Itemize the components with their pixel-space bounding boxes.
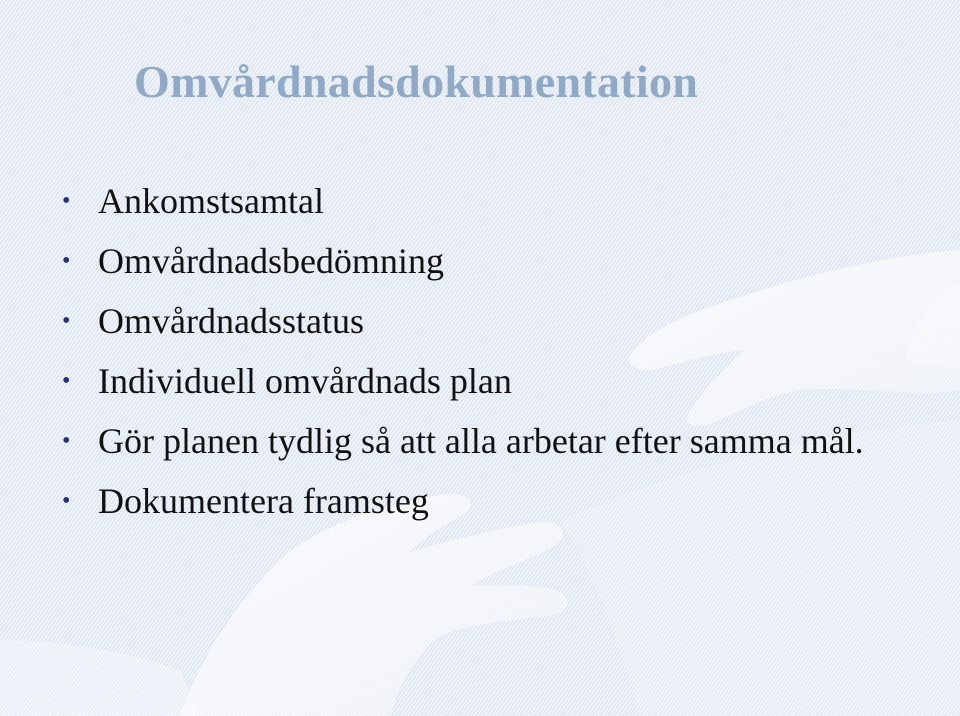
bullet-text: Dokumentera framsteg	[98, 481, 429, 521]
bullet-icon: •	[62, 428, 71, 454]
bullet-item-ankomstsamtal	[58, 176, 908, 227]
bullet-text: Omvårdnadsbedömning	[98, 241, 444, 281]
bullet-text: Ankomstsamtal	[98, 181, 324, 221]
slide-title: Omvårdnadsdokumentation	[134, 56, 699, 107]
bullet-item-omvardnadsstatus	[58, 296, 908, 347]
bullet-icon: •	[62, 368, 71, 394]
bullet-icon: •	[62, 308, 71, 334]
lower-arm-shape	[0, 640, 200, 716]
bullet-icon: •	[62, 248, 71, 274]
bullet-item-individuell-plan	[58, 356, 908, 407]
bullet-item-omvardnadsbedomning	[58, 236, 908, 287]
bullet-list	[58, 176, 908, 536]
bullet-text: Omvårdnadsstatus	[98, 301, 364, 341]
bullet-text: Gör planen tydlig så att alla arbetar efter samma mål.	[98, 421, 864, 461]
bullet-icon: •	[62, 188, 71, 214]
bullet-icon: •	[62, 488, 71, 514]
bullet-item-tydlig-plan	[58, 416, 908, 467]
bullet-item-dokumentera	[58, 476, 908, 527]
bullet-text: Individuell omvårdnads plan	[98, 361, 512, 401]
